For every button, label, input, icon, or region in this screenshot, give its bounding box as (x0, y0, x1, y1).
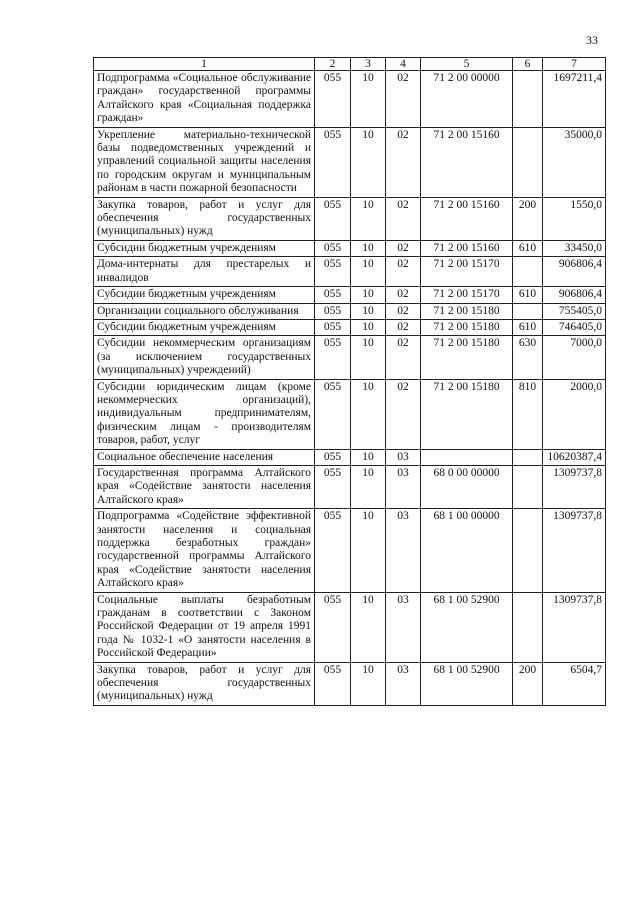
table-row (94, 336, 606, 379)
table-row (94, 71, 606, 128)
ministry-code-cell: 055 (315, 336, 351, 379)
section-code-cell: 10 (351, 287, 386, 303)
row-name-cell: Субсидии юридическим лицам (кроме некоммерческих организаций), индивидуальным предпринимателям, физическим лицам - производителям товаров, работ, услуг (94, 379, 315, 449)
subsection-code-cell: 03 (386, 509, 421, 592)
amount-cell: 6504,7 (543, 662, 606, 705)
subsection-code-cell: 02 (386, 303, 421, 319)
section-code-cell: 10 (351, 509, 386, 592)
amount-cell: 906806,4 (543, 287, 606, 303)
amount-cell: 1697211,4 (543, 71, 606, 128)
target-article-cell (421, 449, 513, 465)
row-name-cell: Укрепление материально-технической базы подведомственных учреждений и управлений социальной защиты населения по городским округам и муниципальным районам в части пожарной безопасности (94, 127, 315, 197)
table-row (94, 127, 606, 197)
table-row (94, 240, 606, 256)
amount-cell: 7000,0 (543, 336, 606, 379)
ministry-code-cell: 055 (315, 592, 351, 662)
expense-type-cell (513, 127, 543, 197)
expense-type-cell (513, 449, 543, 465)
expense-type-cell: 610 (513, 240, 543, 256)
target-article-cell: 71 2 00 15170 (421, 287, 513, 303)
row-name-cell: Субсидии бюджетным учреждениям (94, 287, 315, 303)
target-article-cell: 71 2 00 15160 (421, 240, 513, 256)
amount-cell: 1309737,8 (543, 592, 606, 662)
table-row (94, 509, 606, 592)
subsection-code-cell: 02 (386, 71, 421, 128)
target-article-cell: 71 2 00 15170 (421, 257, 513, 287)
target-article-cell: 68 1 00 52900 (421, 592, 513, 662)
amount-cell: 755405,0 (543, 303, 606, 319)
expense-type-cell (513, 257, 543, 287)
section-code-cell: 10 (351, 319, 386, 335)
subsection-code-cell: 02 (386, 127, 421, 197)
ministry-code-cell: 055 (315, 287, 351, 303)
target-article-cell: 68 1 00 52900 (421, 662, 513, 705)
subsection-code-cell: 03 (386, 449, 421, 465)
subsection-code-cell: 02 (386, 257, 421, 287)
row-name-cell: Социальное обеспечение населения (94, 449, 315, 465)
target-article-cell: 71 2 00 15160 (421, 197, 513, 240)
section-code-cell: 10 (351, 303, 386, 319)
amount-cell: 1309737,8 (543, 509, 606, 592)
ministry-code-cell: 055 (315, 240, 351, 256)
table-row (94, 287, 606, 303)
ministry-code-cell: 055 (315, 257, 351, 287)
subsection-code-cell: 02 (386, 336, 421, 379)
section-code-cell: 10 (351, 592, 386, 662)
page-number: 33 (586, 33, 598, 47)
expense-type-cell (513, 71, 543, 128)
expense-type-cell: 200 (513, 662, 543, 705)
table-row (94, 257, 606, 287)
row-name-cell: Государственная программа Алтайского края «Содействие занятости населения Алтайского края» (94, 465, 315, 508)
ministry-code-cell: 055 (315, 662, 351, 705)
section-code-cell: 10 (351, 71, 386, 128)
table-row (94, 303, 606, 319)
section-code-cell: 10 (351, 449, 386, 465)
expense-type-cell: 200 (513, 197, 543, 240)
table-row (94, 662, 606, 705)
ministry-code-cell: 055 (315, 449, 351, 465)
section-code-cell: 10 (351, 257, 386, 287)
expense-type-cell (513, 465, 543, 508)
column-header: 1 (94, 58, 315, 71)
ministry-code-cell: 055 (315, 379, 351, 449)
target-article-cell: 71 2 00 15160 (421, 127, 513, 197)
expense-type-cell (513, 303, 543, 319)
expense-type-cell: 610 (513, 287, 543, 303)
amount-cell: 906806,4 (543, 257, 606, 287)
table-body (94, 71, 606, 706)
target-article-cell: 71 2 00 15180 (421, 303, 513, 319)
target-article-cell: 71 2 00 15180 (421, 336, 513, 379)
row-name-cell: Субсидии некоммерческим организациям (за исключением государственных (муниципальных) учреждений) (94, 336, 315, 379)
subsection-code-cell: 03 (386, 592, 421, 662)
ministry-code-cell: 055 (315, 509, 351, 592)
target-article-cell: 71 2 00 00000 (421, 71, 513, 128)
section-code-cell: 10 (351, 127, 386, 197)
header-row (94, 58, 606, 71)
amount-cell: 10620387,4 (543, 449, 606, 465)
row-name-cell: Подпрограмма «Социальное обслуживание граждан» государственной программы Алтайского края «Социальная поддержка граждан» (94, 71, 315, 128)
row-name-cell: Закупка товаров, работ и услуг для обеспечения государственных (муниципальных) нужд (94, 197, 315, 240)
ministry-code-cell: 055 (315, 127, 351, 197)
expense-type-cell (513, 592, 543, 662)
ministry-code-cell: 055 (315, 197, 351, 240)
subsection-code-cell: 02 (386, 287, 421, 303)
target-article-cell: 71 2 00 15180 (421, 319, 513, 335)
target-article-cell: 68 1 00 00000 (421, 509, 513, 592)
table-row (94, 592, 606, 662)
row-name-cell: Закупка товаров, работ и услуг для обеспечения государственных (муниципальных) нужд (94, 662, 315, 705)
column-header: 3 (351, 58, 386, 71)
section-code-cell: 10 (351, 465, 386, 508)
amount-cell: 1309737,8 (543, 465, 606, 508)
subsection-code-cell: 03 (386, 662, 421, 705)
section-code-cell: 10 (351, 197, 386, 240)
expense-type-cell: 610 (513, 319, 543, 335)
table-row (94, 197, 606, 240)
table-row (94, 379, 606, 449)
column-header: 7 (543, 58, 606, 71)
amount-cell: 746405,0 (543, 319, 606, 335)
target-article-cell: 68 0 00 00000 (421, 465, 513, 508)
section-code-cell: 10 (351, 662, 386, 705)
budget-table (93, 57, 606, 706)
amount-cell: 1550,0 (543, 197, 606, 240)
column-header: 6 (513, 58, 543, 71)
target-article-cell: 71 2 00 15180 (421, 379, 513, 449)
row-name-cell: Субсидии бюджетным учреждениям (94, 319, 315, 335)
subsection-code-cell: 02 (386, 197, 421, 240)
expense-type-cell: 810 (513, 379, 543, 449)
amount-cell: 2000,0 (543, 379, 606, 449)
section-code-cell: 10 (351, 379, 386, 449)
column-header: 5 (421, 58, 513, 71)
section-code-cell: 10 (351, 336, 386, 379)
row-name-cell: Социальные выплаты безработным гражданам в соответствии с Законом Российской Федерации от 19 апреля 1991 года № 1032-1 «О занятости населения в Российской Федерации» (94, 592, 315, 662)
column-header: 2 (315, 58, 351, 71)
amount-cell: 33450,0 (543, 240, 606, 256)
table-row (94, 319, 606, 335)
subsection-code-cell: 03 (386, 465, 421, 508)
expense-type-cell (513, 509, 543, 592)
table-row (94, 465, 606, 508)
row-name-cell: Дома-интернаты для престарелых и инвалидов (94, 257, 315, 287)
ministry-code-cell: 055 (315, 71, 351, 128)
ministry-code-cell: 055 (315, 319, 351, 335)
row-name-cell: Подпрограмма «Содействие эффективной занятости населения и социальная поддержка безработных граждан» государственной программы Алтайского края «Содействие занятости населения Алтайского края» (94, 509, 315, 592)
table-row (94, 449, 606, 465)
ministry-code-cell: 055 (315, 465, 351, 508)
amount-cell: 35000,0 (543, 127, 606, 197)
expense-type-cell: 630 (513, 336, 543, 379)
row-name-cell: Субсидии бюджетным учреждениям (94, 240, 315, 256)
section-code-cell: 10 (351, 240, 386, 256)
row-name-cell: Организации социального обслуживания (94, 303, 315, 319)
column-header: 4 (386, 58, 421, 71)
subsection-code-cell: 02 (386, 319, 421, 335)
subsection-code-cell: 02 (386, 240, 421, 256)
subsection-code-cell: 02 (386, 379, 421, 449)
ministry-code-cell: 055 (315, 303, 351, 319)
